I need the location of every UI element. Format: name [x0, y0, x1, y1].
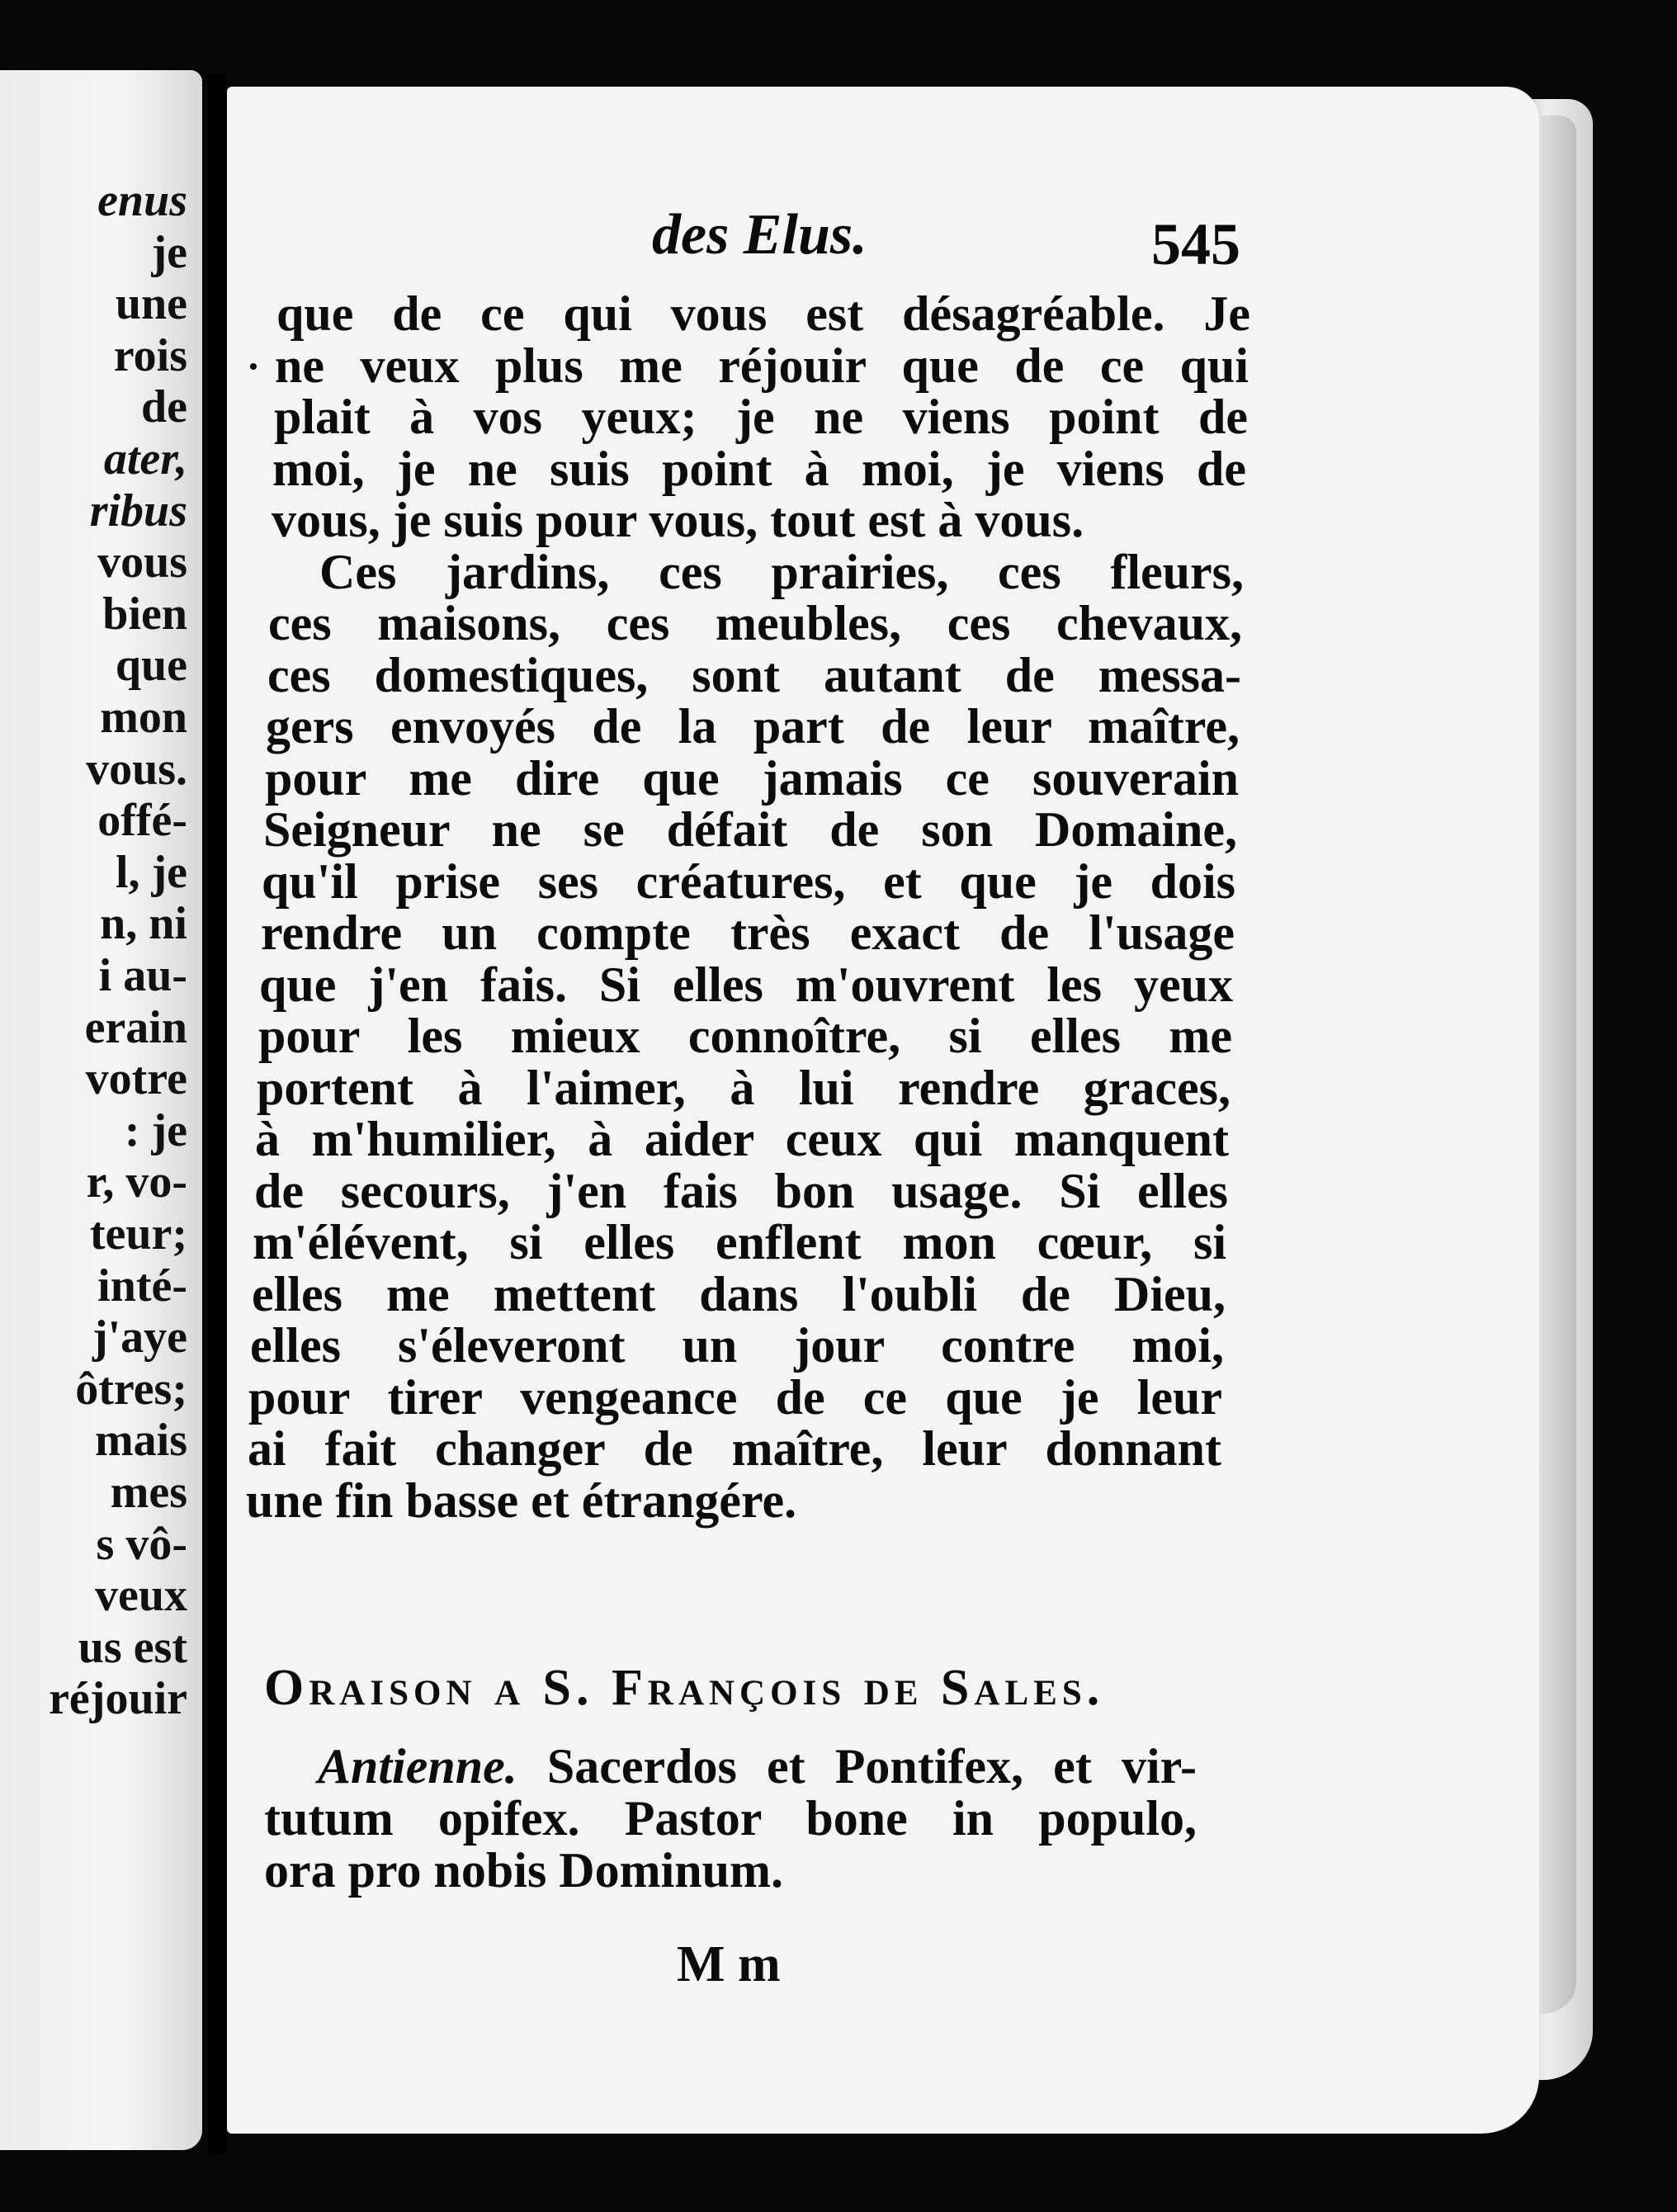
body-line: m'élévent, si elles enflent mon cœur, si	[253, 1215, 1226, 1269]
body-line: vous, je suis pour vous, tout est à vous.	[272, 493, 1084, 547]
body-line: pour me dire que jamais ce souverain	[265, 750, 1239, 806]
body-line: plait à vos yeux; je ne viens point de	[274, 390, 1248, 444]
section-heading: Oraison a S. François de Sales.	[264, 1660, 1105, 1716]
left-page-text-fragment: : je	[124, 1104, 187, 1156]
body-line: pour tirer vengeance de ce que je leur	[248, 1369, 1222, 1425]
body-line: qu'il prise ses créatures, et que je dois	[262, 853, 1235, 909]
body-line: rendre un compte très exact de l'usage	[261, 905, 1235, 960]
body-line: à m'humilier, à aider ceux qui manquent	[255, 1112, 1229, 1166]
body-line: ne veux plus me réjouir que de ce qui	[275, 338, 1249, 393]
left-page-text-fragment: s vô-	[96, 1518, 187, 1570]
left-page-text-fragment: offé-	[97, 795, 187, 847]
prayer-line-text: Sacerdos et Pontifex, et vir-	[517, 1739, 1197, 1794]
left-page-text-fragment: mon	[100, 692, 187, 743]
body-line: elles s'éleveront un jour contre moi,	[250, 1318, 1224, 1373]
left-page-text-fragment: us est	[78, 1621, 187, 1673]
body-line: Ces jardins, ces prairies, ces fleurs,	[319, 544, 1244, 599]
running-title: des Elus.	[652, 203, 867, 267]
left-page-text-fragment: rois	[113, 329, 187, 381]
left-page-text-fragment: enus	[97, 175, 187, 226]
book-gutter	[208, 74, 226, 2154]
left-page-text-fragment: que	[115, 640, 187, 692]
body-line: ces maisons, ces meubles, ces chevaux,	[268, 596, 1242, 650]
body-line: de secours, j'en fais bon usage. Si elles	[254, 1163, 1228, 1218]
left-page-text-fragment: ater,	[103, 433, 187, 484]
left-page-text-fragment: r, vo-	[86, 1156, 187, 1208]
left-page-text-fragment: l, je	[115, 846, 187, 898]
left-page-text-fragment: n, ni	[100, 898, 187, 950]
left-page-text-fragment: ribus	[89, 484, 187, 536]
body-line: gers envoyés de la part de leur maître,	[266, 699, 1240, 754]
prayer-line	[318, 1739, 1197, 1794]
left-page-text-fragment: de	[141, 381, 187, 433]
antiphon-label: Antienne.	[318, 1739, 517, 1794]
left-page-text-fragment: votre	[85, 1053, 187, 1105]
prayer-line: ora pro nobis Dominum.	[264, 1843, 784, 1898]
left-page-text-fragment: je	[151, 226, 187, 278]
left-page-text-fragment: inté-	[97, 1260, 187, 1312]
left-page-text-fragment: vous.	[86, 743, 187, 795]
signature-mark: M m	[677, 1936, 781, 1992]
left-page-text-fragment: mais	[95, 1415, 187, 1467]
left-page-text-fragment: j'aye	[92, 1312, 187, 1364]
ink-speck	[250, 363, 257, 370]
body-line: Seigneur ne se défait de son Domaine,	[263, 802, 1237, 857]
body-line: moi, je ne suis point à moi, je viens de	[272, 441, 1246, 496]
previous-page-fragment	[0, 70, 202, 2150]
page-number: 545	[1151, 211, 1240, 277]
left-page-text-fragment: bien	[102, 588, 187, 640]
left-page-text-fragment: une	[115, 278, 187, 330]
body-line: que j'en fais. Si elles m'ouvrent les yeux	[259, 957, 1233, 1012]
left-page-text-fragment: i au-	[98, 950, 187, 1001]
body-line: une fin basse et étrangére.	[246, 1472, 797, 1528]
body-line: portent à l'aimer, à lui rendre graces,	[257, 1060, 1231, 1115]
left-page-text-fragment: mes	[110, 1467, 187, 1518]
body-line: elles me mettent dans l'oubli de Dieu,	[252, 1266, 1226, 1321]
left-page-text-fragment: vous	[97, 536, 187, 588]
body-line: ces domestiques, sont autant de messa-	[267, 647, 1241, 702]
left-page-text-fragment: ôtres;	[75, 1363, 187, 1415]
left-page-text-fragment: teur;	[89, 1208, 187, 1260]
body-line: que de ce qui vous est désagréable. Je	[276, 286, 1250, 341]
left-page-text-fragment: erain	[84, 1001, 187, 1053]
left-page-text-fragment: veux	[95, 1570, 187, 1622]
prayer-line: tutum opifex. Pastor bone in populo,	[264, 1791, 1197, 1846]
left-page-text-fragment: réjouir	[49, 1673, 187, 1725]
body-line: pour les mieux connoître, si elles me	[258, 1009, 1232, 1063]
body-line: ai fait changer de maître, leur donnant	[248, 1421, 1221, 1476]
